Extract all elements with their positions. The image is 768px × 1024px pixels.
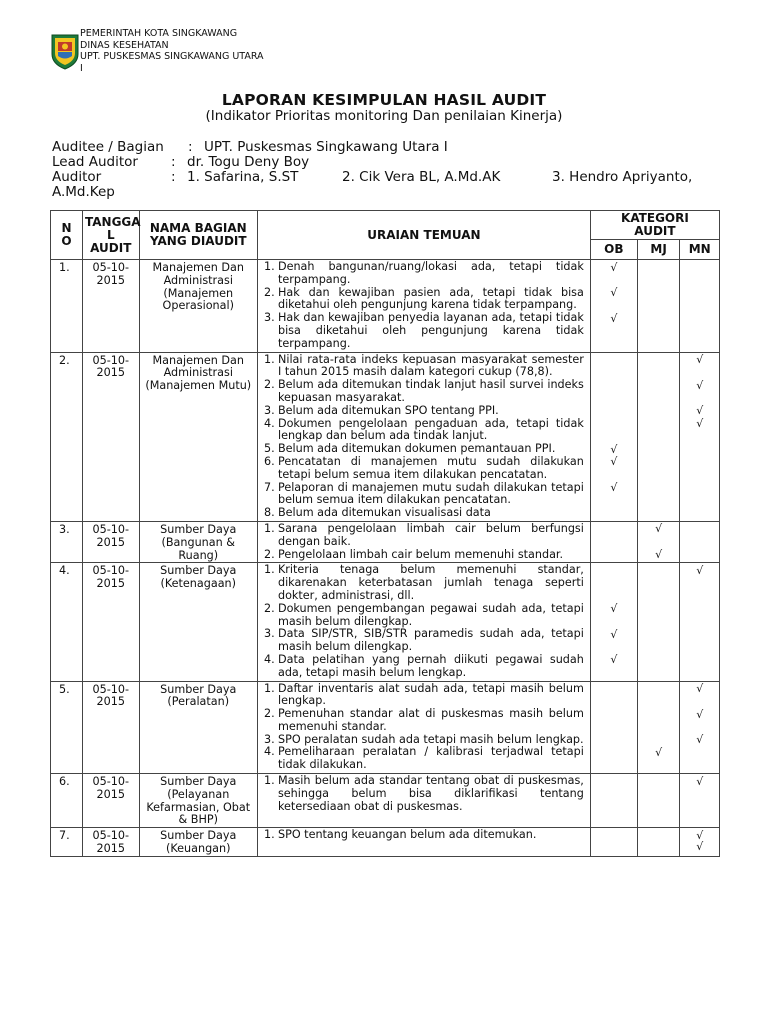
check-mark-icon: √ xyxy=(696,563,704,577)
category-mn-cell xyxy=(680,260,720,353)
finding-item xyxy=(260,628,584,654)
header-kategori-line-2: AUDIT xyxy=(634,224,676,238)
audit-date: 05-10-2015 xyxy=(83,681,140,774)
finding-text: Daftar inventaris alat sudah ada, tetapi masih belum lengkap. xyxy=(277,681,584,708)
category-mj-cell xyxy=(637,352,680,521)
table-row xyxy=(51,828,720,857)
check-mark-icon: √ xyxy=(696,404,704,418)
category-mj-cell xyxy=(637,774,680,828)
lead-auditor-value: dr. Togu Deny Boy xyxy=(187,154,310,170)
finding-item xyxy=(260,456,584,482)
audit-findings-table xyxy=(50,210,720,857)
finding-text: Hak dan kewajiban pasien ada, tetapi tidak bisa diketahui oleh pengunjung karena tidak terpampang. xyxy=(277,285,584,312)
city-coat-of-arms-icon xyxy=(50,32,80,70)
finding-number: 1. xyxy=(263,828,275,842)
finding-item xyxy=(260,261,584,287)
finding-number: 1. xyxy=(263,521,275,535)
table-row xyxy=(51,352,720,521)
check-mark-icon: √ xyxy=(696,353,704,367)
auditor-3: 3. Hendro Apriyanto, xyxy=(552,169,693,185)
header-kategori-line-1: KATEGORI xyxy=(621,211,689,225)
category-mn-cell xyxy=(680,828,720,857)
finding-text: Pemeliharaan peralatan / kalibrasi terjadwal tetapi tidak dilakukan. xyxy=(277,745,584,772)
finding-number: 8. xyxy=(263,506,275,520)
finding-text: Pencatatan di manajemen mutu sudah dilakukan tetapi belum semua item dilakukan pencatatan. xyxy=(277,454,584,481)
finding-text: Pengelolaan limbah cair belum memenuhi standar. xyxy=(277,547,564,561)
row-number: 2. xyxy=(51,352,83,521)
findings-list xyxy=(260,564,584,679)
finding-number: 3. xyxy=(263,403,275,417)
category-ob-cell xyxy=(590,521,637,562)
auditor-row xyxy=(52,170,732,185)
header-mj: MJ xyxy=(637,240,680,260)
category-mn-cell xyxy=(680,521,720,562)
check-mark-icon: √ xyxy=(696,840,704,854)
finding-number: 1. xyxy=(263,260,275,273)
finding-item xyxy=(260,708,584,734)
finding-text: Belum ada ditemukan dokumen pemantauan PPI. xyxy=(277,442,556,456)
table-row xyxy=(51,681,720,774)
finding-number: 4. xyxy=(263,416,275,430)
auditor-1: 1. Safarina, S.ST xyxy=(187,169,299,185)
finding-number: 6. xyxy=(263,454,275,468)
finding-number: 3. xyxy=(263,311,275,325)
audit-date: 05-10-2015 xyxy=(83,828,140,857)
category-mn-cell xyxy=(680,681,720,774)
check-mark-icon: √ xyxy=(610,627,618,641)
header-mn: MN xyxy=(680,240,720,260)
findings-cell xyxy=(257,828,590,857)
check-mark-icon: √ xyxy=(696,417,704,431)
row-number: 1. xyxy=(51,260,83,353)
header-kategori-audit xyxy=(590,211,719,240)
finding-item xyxy=(260,746,584,772)
header-nama-line-2: YANG DIAUDIT xyxy=(149,234,247,248)
finding-number: 3. xyxy=(263,627,275,641)
audit-info xyxy=(52,140,732,201)
row-number: 5. xyxy=(51,681,83,774)
audited-section: Sumber Daya (Pelayanan Kefarmasian, Obat & BHP) xyxy=(139,774,257,828)
finding-text: Pemenuhan standar alat di puskesmas masih belum memenuhi standar. xyxy=(277,707,584,733)
finding-number: 2. xyxy=(263,378,275,392)
category-ob-cell xyxy=(590,352,637,521)
check-mark-icon: √ xyxy=(696,707,704,721)
report-subtitle: (Indikator Prioritas monitoring Dan penilaian Kinerja) xyxy=(205,108,563,124)
report-title: LAPORAN KESIMPULAN HASIL AUDIT xyxy=(221,91,547,109)
finding-text: Denah bangunan/ruang/lokasi ada, tetapi tidak terpampang. xyxy=(277,260,584,286)
audited-section: Sumber Daya (Peralatan) xyxy=(139,681,257,774)
category-ob-cell xyxy=(590,774,637,828)
header-ob: OB xyxy=(590,240,637,260)
category-mj-cell xyxy=(637,828,680,857)
audited-section: Sumber Daya (Keuangan) xyxy=(139,828,257,857)
audited-section: Manajemen Dan Administrasi (Manajemen Mutu) xyxy=(139,352,257,521)
finding-item xyxy=(260,507,584,520)
auditor-continuation-row xyxy=(52,185,732,201)
lead-auditor-row xyxy=(52,155,732,170)
findings-list xyxy=(260,829,584,842)
lead-auditor-label: Lead Auditor xyxy=(52,154,138,170)
category-ob-cell xyxy=(590,828,637,857)
finding-text: Sarana pengelolaan limbah cair belum berfungsi dengan baik. xyxy=(277,521,584,548)
letterhead xyxy=(80,28,264,74)
table-header xyxy=(51,211,720,260)
finding-text: Belum ada ditemukan tindak lanjut hasil survei indeks kepuasan masyarakat. xyxy=(277,378,584,404)
findings-list xyxy=(260,261,584,351)
category-mn-cell xyxy=(680,352,720,521)
category-ob-cell xyxy=(590,681,637,774)
check-mark-icon: √ xyxy=(610,653,618,667)
header-tanggal-line-1: TANGGA xyxy=(85,214,141,229)
audit-date: 05-10-2015 xyxy=(83,563,140,681)
row-number: 3. xyxy=(51,521,83,562)
findings-list xyxy=(260,775,584,813)
header-tanggal xyxy=(83,211,140,260)
header-nama-bagian xyxy=(139,211,257,260)
audit-date: 05-10-2015 xyxy=(83,774,140,828)
audited-section: Sumber Daya (Ketenagaan) xyxy=(139,563,257,681)
check-mark-icon: √ xyxy=(610,442,618,456)
finding-number: 2. xyxy=(263,285,275,299)
finding-text: Dokumen pengembangan pegawai sudah ada, tetapi masih belum dilengkap. xyxy=(277,601,584,628)
finding-item xyxy=(260,523,584,549)
row-number: 7. xyxy=(51,828,83,857)
auditee-value: UPT. Puskesmas Singkawang Utara I xyxy=(204,139,448,155)
finding-item xyxy=(260,603,584,629)
category-mn-cell xyxy=(680,774,720,828)
finding-item xyxy=(260,482,584,508)
category-mj-cell xyxy=(637,563,680,681)
category-ob-cell xyxy=(590,563,637,681)
findings-cell xyxy=(257,681,590,774)
header-no-line-2: O xyxy=(61,234,72,248)
table-row xyxy=(51,260,720,353)
check-mark-icon: √ xyxy=(655,522,663,536)
check-mark-icon: √ xyxy=(610,455,618,469)
finding-text: Data pelatihan yang pernah diikuti pegawai sudah ada, tetapi masih belum lengkap. xyxy=(277,652,584,679)
findings-list xyxy=(260,523,584,561)
findings-cell xyxy=(257,774,590,828)
header-tanggal-line-2: L AUDIT xyxy=(90,227,132,255)
category-mj-cell xyxy=(637,681,680,774)
check-mark-icon: √ xyxy=(696,378,704,392)
finding-item xyxy=(260,683,584,709)
finding-item xyxy=(260,829,584,842)
letterhead-line-4: I xyxy=(80,62,83,74)
finding-number: 1. xyxy=(263,774,275,788)
finding-text: Belum ada ditemukan SPO tentang PPI. xyxy=(277,403,499,417)
finding-item xyxy=(260,354,584,380)
finding-number: 2. xyxy=(263,547,275,561)
finding-item xyxy=(260,418,584,444)
auditee-row xyxy=(52,140,732,155)
audited-section: Sumber Daya (Bangunan & Ruang) xyxy=(139,521,257,562)
finding-text: SPO tentang keuangan belum ada ditemukan. xyxy=(277,828,537,842)
finding-text: Belum ada ditemukan visualisasi data xyxy=(277,506,491,520)
auditor-3-continuation: A.Md.Kep xyxy=(52,184,115,200)
finding-number: 7. xyxy=(263,480,275,494)
header-uraian-temuan: URAIAN TEMUAN xyxy=(257,211,590,260)
auditor-label: Auditor xyxy=(52,169,102,185)
finding-number: 1. xyxy=(263,563,275,577)
finding-text: SPO peralatan sudah ada tetapi masih belum lengkap. xyxy=(277,732,584,746)
header-no xyxy=(51,211,83,260)
findings-list xyxy=(260,683,584,773)
letterhead-line-2: DINAS KESEHATAN xyxy=(80,39,169,51)
check-mark-icon: √ xyxy=(610,260,618,274)
finding-item xyxy=(260,564,584,602)
finding-number: 2. xyxy=(263,601,275,615)
findings-list xyxy=(260,354,584,520)
category-ob-cell xyxy=(590,260,637,353)
table-row xyxy=(51,563,720,681)
finding-text: Hak dan kewajiban penyedia layanan ada, tetapi tidak bisa diketahui oleh pengunjung karena tidak terpampang. xyxy=(277,311,584,350)
check-mark-icon: √ xyxy=(610,311,618,325)
header-nama-line-1: NAMA BAGIAN xyxy=(149,221,247,235)
check-mark-icon: √ xyxy=(696,682,704,695)
check-mark-icon: √ xyxy=(655,548,663,562)
row-number: 6. xyxy=(51,774,83,828)
table-row xyxy=(51,774,720,828)
finding-text: Kriteria tenaga belum memenuhi standar, dikarenakan keterbatasan jumlah tenaga seperti dokter, administrasi, dll. xyxy=(277,563,584,602)
finding-text: Nilai rata-rata indeks kepuasan masyarakat semester I tahun 2015 masih dalam kategori cukup (78,8). xyxy=(277,352,584,379)
finding-number: 2. xyxy=(263,707,275,721)
findings-cell xyxy=(257,352,590,521)
auditor-2: 2. Cik Vera BL, A.Md.AK xyxy=(342,169,501,185)
auditee-label: Auditee / Bagian xyxy=(52,139,164,155)
finding-number: 3. xyxy=(263,732,275,746)
finding-number: 1. xyxy=(263,352,275,366)
finding-text: Dokumen pengelolaan pengaduan ada, tetapi tidak lengkap dan belum ada tindak lanjut. xyxy=(277,416,584,443)
check-mark-icon: √ xyxy=(610,602,618,616)
finding-item xyxy=(260,287,584,313)
letterhead-line-3: UPT. PUSKESMAS SINGKAWANG UTARA xyxy=(80,51,264,62)
audit-date: 05-10-2015 xyxy=(83,521,140,562)
table-body xyxy=(51,260,720,857)
lead-auditor-separator: : xyxy=(171,154,176,170)
check-mark-icon: √ xyxy=(696,733,704,747)
finding-item xyxy=(260,312,584,350)
category-mn-cell xyxy=(680,563,720,681)
finding-item xyxy=(260,379,584,405)
auditor-separator: : xyxy=(171,169,176,185)
check-mark-icon: √ xyxy=(610,481,618,495)
finding-number: 5. xyxy=(263,442,275,456)
auditee-separator: : xyxy=(188,139,193,155)
audit-date: 05-10-2015 xyxy=(83,352,140,521)
check-mark-icon: √ xyxy=(696,828,704,842)
finding-number: 4. xyxy=(263,652,275,666)
category-mj-cell xyxy=(637,260,680,353)
table-row xyxy=(51,521,720,562)
findings-cell xyxy=(257,521,590,562)
category-mj-cell xyxy=(637,521,680,562)
check-mark-icon: √ xyxy=(655,745,663,759)
check-mark-icon: √ xyxy=(610,286,618,300)
finding-text: Pelaporan di manajemen mutu sudah dilakukan tetapi belum semua item dilakukan pencatatan. xyxy=(277,480,584,507)
finding-item xyxy=(260,549,584,562)
findings-cell xyxy=(257,563,590,681)
finding-number: 1. xyxy=(263,681,275,695)
finding-text: Masih belum ada standar tentang obat di puskesmas, sehingga belum bisa diklarifikasi tentang ketersediaan obat di puskesmas. xyxy=(277,774,584,813)
finding-item xyxy=(260,654,584,680)
header-no-line-1: N xyxy=(61,221,72,235)
finding-item xyxy=(260,775,584,813)
finding-number: 4. xyxy=(263,745,275,759)
check-mark-icon: √ xyxy=(696,774,704,788)
audit-date: 05-10-2015 xyxy=(83,260,140,353)
audited-section: Manajemen Dan Administrasi (Manajemen Operasional) xyxy=(139,260,257,353)
finding-text: Data SIP/STR, SIB/STR paramedis sudah ada, tetapi masih belum dilengkap. xyxy=(277,627,584,654)
row-number: 4. xyxy=(51,563,83,681)
letterhead-line-1: PEMERINTAH KOTA SINGKAWANG xyxy=(80,28,238,39)
findings-cell xyxy=(257,260,590,353)
